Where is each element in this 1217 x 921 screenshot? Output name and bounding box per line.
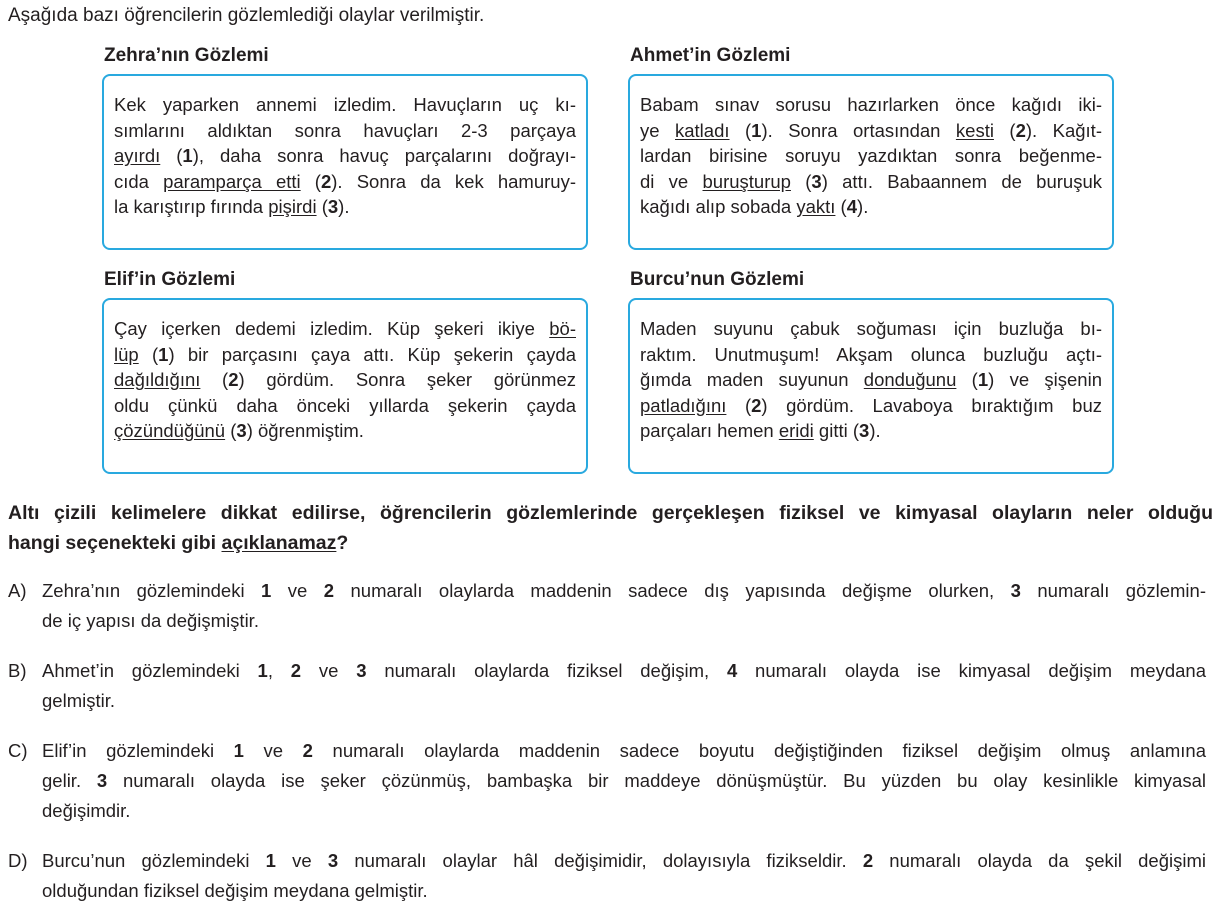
text-line	[114, 118, 576, 144]
text-segment: ). Kağıt-	[1025, 119, 1102, 141]
text-line	[8, 796, 1206, 826]
text-segment: ), daha sonra havuç parçalarını doğrayı-	[192, 145, 576, 166]
underlined-word: buruşturup	[702, 170, 791, 192]
text-line	[640, 118, 1102, 144]
text-segment: (	[138, 343, 159, 365]
event-number: 2	[320, 170, 332, 192]
text-line	[8, 876, 1206, 906]
text-segment: numaralı gözlemin-	[1020, 580, 1206, 601]
text-line	[640, 418, 1102, 444]
event-number: 2	[323, 580, 335, 601]
text-segment: oldu çünkü daha önceki yıllarda şekerin çayda	[114, 394, 576, 416]
text-line	[114, 367, 576, 393]
text-segment: (	[835, 196, 847, 217]
text-segment: ).	[857, 196, 869, 217]
underlined-word: patladığını	[640, 394, 727, 416]
text-segment: ğımda maden suyunun	[640, 369, 864, 390]
option-text	[8, 576, 1206, 636]
text-segment: değişimdir.	[42, 800, 131, 821]
text-line	[114, 418, 576, 444]
event-number: 2	[751, 394, 762, 416]
text-segment: ). Sonra da kek hamuruy-	[331, 170, 576, 192]
option-text	[8, 846, 1206, 906]
text-line	[8, 766, 1206, 796]
text-segment: numaralı olayda ise şeker çözünmüş, bambaşka bir maddeye dönüşmüştür. Bu yüzden bu olay kesinlikle kimyasal	[107, 770, 1206, 791]
text-line	[8, 528, 1213, 558]
text-segment: ) bir parçasını çaya attı. Küp şekerin çayda	[168, 343, 576, 365]
option-c[interactable]	[8, 736, 1206, 826]
text-line	[640, 393, 1102, 419]
text-line	[114, 194, 576, 220]
text-segment: Zehra’nın gözlemindeki	[42, 580, 262, 601]
text-segment: lardan birisine soruyu yazdıktan sonra beğenme-	[640, 145, 1102, 166]
text-line	[8, 498, 1213, 528]
text-segment: Çay içerken dedemi izledim. Küp şekeri ikiye	[114, 318, 550, 339]
text-segment: numaralı olaylarda maddenin sadece boyutu değiştiğinden fiziksel değişim olmuş anlamına	[312, 740, 1206, 761]
option-letter: D)	[8, 850, 28, 871]
event-number: 2	[302, 740, 313, 761]
text-segment: cıda	[114, 170, 164, 192]
observation-title: Elif’in Gözlemi	[104, 269, 236, 290]
text-segment: ve	[301, 660, 357, 681]
text-segment: raktım. Unutmuşum! Akşam olunca buzluğu açtı-	[640, 343, 1102, 365]
event-number: 2	[862, 850, 874, 871]
observation-box	[628, 298, 1114, 474]
text-line	[114, 92, 576, 118]
event-number: 4	[726, 660, 738, 681]
option-letter: C)	[8, 740, 28, 761]
observation-box	[628, 74, 1114, 250]
text-segment: numaralı olaylarda fiziksel değişim,	[366, 660, 727, 681]
event-number: 3	[327, 850, 339, 871]
text-segment: ) öğrenmiştim.	[246, 420, 364, 441]
text-segment: ) gördüm. Sonra şeker görünmez	[238, 369, 576, 390]
event-number: 2	[228, 369, 239, 390]
text-segment: ) ve şişenin	[988, 369, 1102, 390]
text-segment: numaralı olayda ise kimyasal değişim meydana	[737, 660, 1206, 681]
text-segment: ye	[640, 119, 675, 141]
underlined-word: yaktı	[796, 196, 836, 217]
text-line	[640, 194, 1102, 220]
event-number: 1	[265, 850, 276, 871]
observation-title: Ahmet’in Gözlemi	[630, 45, 791, 66]
text-segment: ). Sonra ortasından	[761, 119, 956, 141]
text-line	[8, 656, 1206, 686]
text-segment: la karıştırıp fırında	[114, 196, 269, 217]
text-segment: (	[790, 170, 812, 192]
text-line	[640, 342, 1102, 368]
observation-ahmet	[628, 44, 1114, 217]
text-line	[640, 143, 1102, 169]
text-segment: (	[726, 394, 752, 416]
text-segment: Kek yaparken annemi izledim. Havuçların uç kı-	[114, 94, 576, 115]
text-line	[8, 846, 1206, 876]
event-number: 3	[1010, 580, 1021, 601]
text-line	[640, 367, 1102, 393]
text-line	[640, 316, 1102, 342]
text-segment: (	[956, 369, 978, 390]
text-segment: gitti (	[813, 420, 860, 441]
text-segment: de iç yapısı da değişmiştir.	[42, 610, 259, 631]
text-segment: ,	[267, 660, 291, 681]
text-segment: Altı çizili kelimelere dikkat edilirse, öğrencilerin gözlemlerinde gerçekleşen fiziksel ve kimyasal olayların neler olduğu	[8, 502, 1213, 524]
text-line	[8, 686, 1206, 716]
observation-box	[102, 298, 588, 474]
underlined-word: açıklanamaz	[221, 532, 337, 554]
event-number: 1	[158, 343, 169, 365]
text-segment: ).	[869, 420, 881, 441]
event-number: 1	[257, 660, 268, 681]
text-segment: ve	[271, 580, 324, 601]
text-segment: Elif’in gözlemindeki	[42, 740, 234, 761]
text-segment: (	[225, 420, 237, 441]
text-segment: (	[160, 145, 183, 166]
event-number: 3	[236, 420, 247, 441]
text-line	[640, 92, 1102, 118]
event-number: 3	[96, 770, 108, 791]
text-line	[114, 393, 576, 419]
text-segment: sımlarını aldıktan sonra havuçları 2-3 parçaya	[114, 119, 576, 141]
text-line	[114, 342, 576, 368]
text-segment: numaralı olaylarda maddenin sadece dış yapısında değişme olurken,	[334, 580, 1011, 601]
event-number: 1	[751, 119, 762, 141]
event-number: 2	[1015, 119, 1026, 141]
underlined-word: ayırdı	[114, 145, 161, 166]
option-text	[8, 736, 1206, 826]
event-number: 3	[811, 170, 822, 192]
underlined-word: eridi	[778, 420, 814, 441]
observation-elif	[102, 268, 588, 441]
text-segment: olduğundan fiziksel değişim meydana gelmiştir.	[42, 880, 428, 901]
event-number: 3	[356, 660, 367, 681]
underlined-word: lüp	[114, 343, 139, 365]
text-line	[8, 736, 1206, 766]
option-letter: B)	[8, 660, 27, 681]
text-segment: ).	[338, 196, 350, 217]
text-segment: Babam sınav sorusu hazırlarken önce kağıdı iki-	[640, 94, 1102, 115]
observation-box	[102, 74, 588, 250]
observation-zehra	[102, 44, 588, 217]
text-segment: Burcu’nun gözlemindeki	[42, 850, 266, 871]
text-segment: di ve	[640, 170, 703, 192]
text-segment: numaralı olayda da şekil değişimi	[873, 850, 1206, 871]
underlined-word: katladı	[675, 119, 730, 141]
text-segment: (	[993, 119, 1016, 141]
text-line	[114, 169, 576, 195]
option-b[interactable]	[8, 656, 1206, 716]
text-segment: Ahmet’in gözlemindeki	[42, 660, 258, 681]
text-segment: ve	[243, 740, 303, 761]
text-segment: gelir.	[42, 770, 97, 791]
intro-text: Aşağıda bazı öğrencilerin gözlemlediği olaylar verilmiştir.	[8, 5, 485, 26]
event-number: 1	[233, 740, 244, 761]
option-text	[8, 656, 1206, 716]
text-segment: ve	[275, 850, 328, 871]
event-number: 3	[327, 196, 339, 217]
question-stem	[8, 498, 1213, 558]
text-segment: Maden suyunu çabuk soğuması için buzluğa bı-	[640, 318, 1102, 339]
text-segment: (	[729, 119, 752, 141]
option-letter: A)	[8, 580, 27, 601]
underlined-word: çözündüğünü	[114, 420, 226, 441]
underlined-word: bö-	[549, 318, 576, 339]
option-a[interactable]	[8, 576, 1206, 636]
option-d[interactable]	[8, 846, 1206, 906]
text-segment: numaralı olaylar hâl değişimidir, dolayısıyla fizikseldir.	[338, 850, 863, 871]
underlined-word: kesti	[955, 119, 994, 141]
text-segment: ) attı. Babaannem de buruşuk	[821, 170, 1102, 192]
underlined-word: donduğunu	[863, 369, 957, 390]
text-line	[114, 316, 576, 342]
text-segment: parçaları hemen	[640, 420, 779, 441]
underlined-word: paramparça etti	[163, 170, 301, 192]
text-segment: ) gördüm. Lavaboya bıraktığım buz	[761, 394, 1102, 416]
text-line	[8, 606, 1206, 636]
event-number: 3	[859, 420, 870, 441]
text-segment: hangi seçenekteki gibi	[8, 532, 222, 554]
text-line	[640, 169, 1102, 195]
event-number: 4	[846, 196, 858, 217]
event-number: 1	[977, 369, 989, 390]
text-segment: gelmiştir.	[42, 690, 115, 711]
underlined-word: dağıldığını	[114, 369, 201, 390]
event-number: 2	[290, 660, 302, 681]
text-line	[8, 576, 1206, 606]
text-segment: kağıdı alıp sobada	[640, 196, 797, 217]
text-segment: (	[300, 170, 321, 192]
text-segment: (	[200, 369, 229, 390]
observation-burcu	[628, 268, 1114, 441]
event-number: 1	[261, 580, 272, 601]
underlined-word: pişirdi	[268, 196, 317, 217]
text-segment: (	[316, 196, 328, 217]
observation-title: Zehra’nın Gözlemi	[104, 45, 269, 66]
text-segment: ?	[336, 532, 349, 554]
event-number: 1	[182, 145, 193, 166]
text-line	[114, 143, 576, 169]
observation-title: Burcu’nun Gözlemi	[630, 269, 805, 290]
